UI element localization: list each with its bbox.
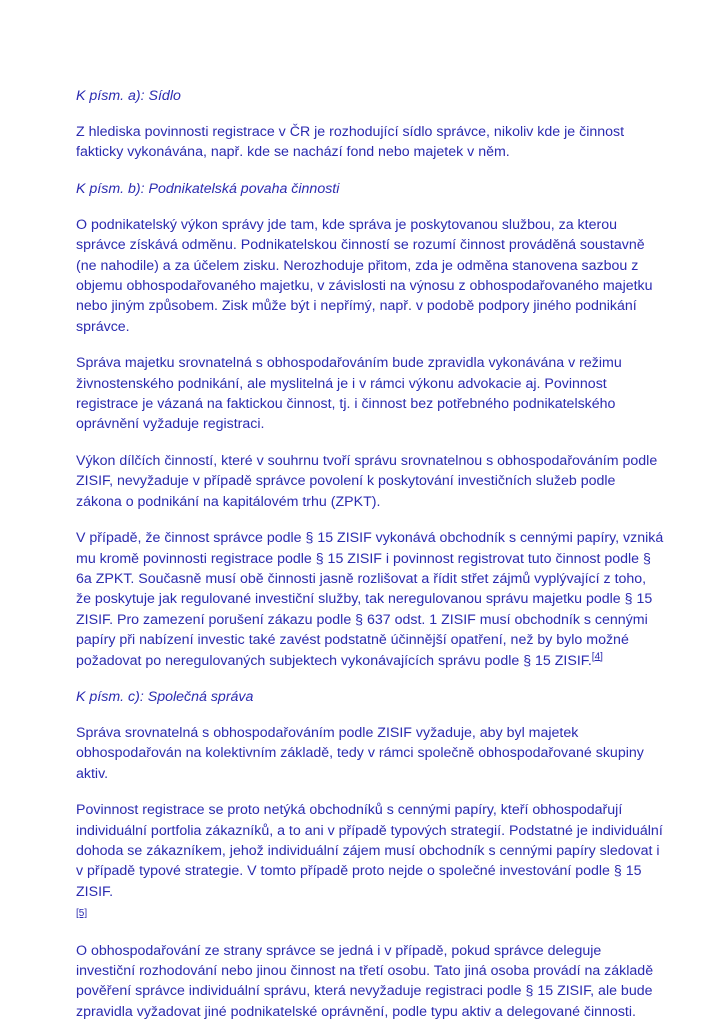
paragraph-text: Povinnost registrace se proto netýká obchodníků s cennými papíry, kteří obhospodařují individuální portfolia zákazníků, a to ani v případě typových strategií. Podstatné je individuální dohoda se zákazníkem, jehož individuální zájem musí obchodník s cennými papíry sledovat i v případě typové strategie. V tomto případě proto nejde o společné investování podle § 15 ZISIF.	[76, 802, 663, 900]
section-heading-a: K písm. a): Sídlo	[76, 88, 181, 104]
paragraph: Správa srovnatelná s obhospodařováním podle ZISIF vyžaduje, aby byl majetek obhospodařován na kolektivním základě, tedy v rámci společně obhospodařované skupiny aktiv.	[76, 724, 644, 782]
paragraph: O podnikatelský výkon správy jde tam, kde správa je poskytovanou službou, za kterou správce získává odměnu. Podnikatelskou činností se rozumí činnost prováděná soustavně (ne nahodile) a za účelem zisku. Nerozhoduje přitom, zda je odměna stanovena sazbou z objemu obhospodařovaného majetku, v závislosti na výnosu z obhospodařovaného majetku nebo jiným způsobem. Zisk může být i nepřímý, např. v podobě podpory jiného podnikání správce.	[76, 216, 653, 335]
paragraph: O obhospodařování ze strany správce se jedná i v případě, pokud správce deleguje investiční rozhodování nebo jinou činnost na třetí osobu. Tato jiná osoba provádí na základě pověření správce individuální správu, která nevyžaduje registraci podle § 15 ZISIF, ale bude zpravidla vyžadovat jiné podnikatelské oprávnění, podle typu aktiv a delegované činnosti.	[76, 942, 654, 1020]
section-heading-c: K písm. c): Společná správa	[76, 688, 254, 705]
footnote-link-5[interactable]: [5]	[76, 908, 88, 920]
paragraph: Správa majetku srovnatelná s obhospodařováním bude zpravidla vykonávána v režimu živnostenského podnikání, ale myslitelná je i v rámci výkonu advokacie aj. Povinnost registrace je vázaná na faktickou činnost, tj. i činnost bez potřebného podnikatelského oprávnění vyžaduje registraci.	[76, 355, 622, 433]
paragraph: Z hlediska povinnosti registrace v ČR je rozhodující sídlo správce, nikoliv kde je činnost fakticky vykonávána, např. kde se nachází fond nebo majetek v něm.	[76, 124, 625, 161]
paragraph-text: V případě, že činnost správce podle § 15 ZISIF vykonává obchodník s cennými papíry, vzniká mu kromě povinnosti registrace podle § 15 ZISIF i povinnost registrovat tuto činnost podle § 6a ZPKT. Současně musí obě činnosti jasně rozlišovat a řídit střet zájmů vyplývající z toho, že poskytuje jak regulované investiční služby, tak neregulovanou správu majetku podle § 15 ZISIF. Pro zamezení porušení zákazu podle § 637 odst. 1 ZISIF musí obchodník s cennými papíry při nabízení investic také zavést podstatně účinnější opatření, než by bylo možné požadovat po neregulovaných subjektech vykonávajících správu podle § 15 ZISIF.	[76, 530, 664, 669]
paragraph-with-footnote	[76, 800, 664, 924]
section-heading-b: K písm. b): Podnikatelská povaha činnosti	[76, 180, 340, 197]
paragraph-with-footnote	[76, 528, 664, 671]
paragraph: Výkon dílčích činností, které v souhrnu tvoří správu srovnatelnou s obhospodařováním podle ZISIF, nevyžaduje v případě správce povolení k poskytování investičních služeb podle zákona o podnikání na kapitálovém trhu (ZPKT).	[76, 452, 658, 510]
footnote-link-4[interactable]: [4]	[591, 650, 603, 662]
